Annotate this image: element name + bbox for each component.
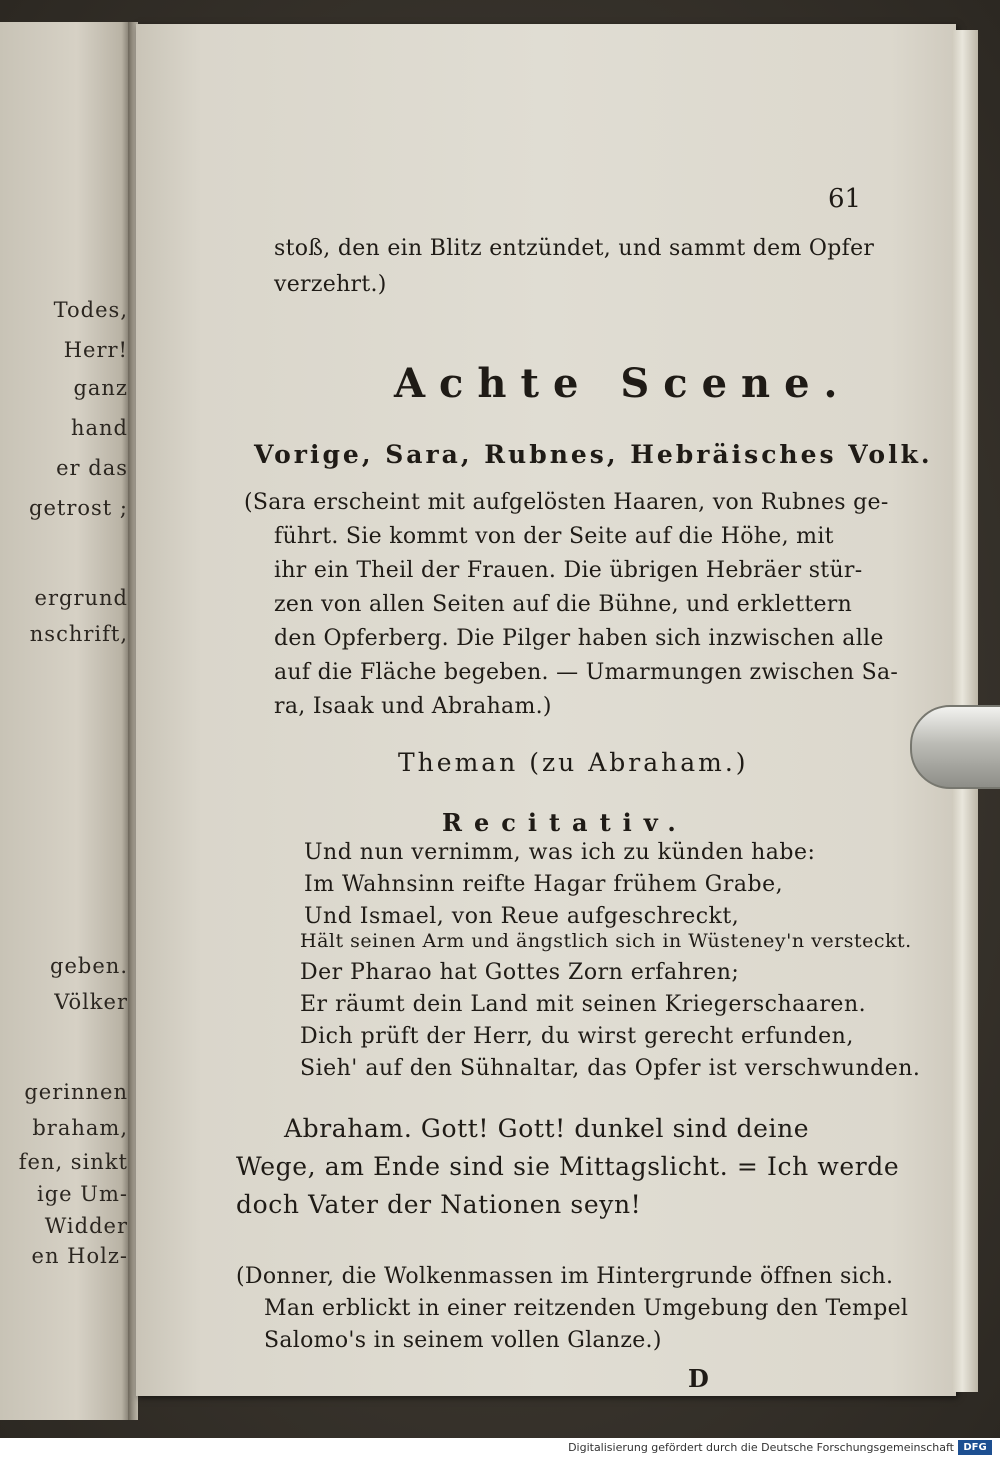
facing-page-line: er das (56, 456, 128, 480)
facing-page-line: braham, (32, 1116, 128, 1140)
stage-direction-line: den Opferberg. Die Pilger haben sich inzwischen alle (274, 626, 884, 651)
scene-persons: Vorige, Sara, Rubnes, Hebräisches Volk. (254, 440, 933, 469)
recitativ-heading: Recitativ. (442, 808, 688, 837)
page-number: 61 (828, 184, 862, 214)
dfg-logo: DFG (958, 1440, 992, 1455)
verse-line: Dich prüft der Herr, du wirst gerecht erfunden, (300, 1024, 854, 1049)
facing-page-line: getrost ; (29, 496, 128, 520)
book-page (136, 24, 956, 1396)
facing-page-line: ganz (73, 376, 128, 400)
page-clip (910, 705, 1000, 789)
facing-page (0, 22, 128, 1420)
verse-line: Er räumt dein Land mit seinen Kriegerschaaren. (300, 992, 867, 1017)
verse-line: Sieh' auf den Sühnaltar, das Opfer ist verschwunden. (300, 1056, 921, 1081)
verse-line: Der Pharao hat Gottes Zorn erfahren; (300, 960, 740, 985)
footer-bar (0, 1438, 1000, 1458)
abraham-line: Abraham. Gott! Gott! dunkel sind deine (284, 1114, 810, 1143)
facing-page-line: Todes, (53, 298, 128, 322)
footer-credit: Digitalisierung gefördert durch die Deutsche Forschungsgemeinschaft (568, 1441, 954, 1454)
stage-direction-line: Man erblickt in einer reitzenden Umgebung den Tempel (264, 1296, 909, 1321)
facing-page-line: ige Um- (37, 1182, 128, 1206)
stage-direction-line: (Donner, die Wolkenmassen im Hintergrunde öffnen sich. (236, 1264, 894, 1289)
facing-page-line: en Holz- (31, 1244, 128, 1268)
speaker-heading: Theman (zu Abraham.) (398, 748, 749, 777)
facing-page-line: hand (70, 416, 128, 440)
verse-line: Im Wahnsinn reifte Hagar frühem Grabe, (304, 872, 784, 897)
facing-page-line: Widder (44, 1214, 128, 1238)
facing-page-line: Herr! (63, 338, 128, 362)
stage-direction-line: führt. Sie kommt von der Seite auf die Höhe, mit (274, 524, 834, 549)
stage-direction-line: ra, Isaak und Abraham.) (274, 694, 552, 719)
stage-direction-line: ihr ein Theil der Frauen. Die übrigen Hebräer stür- (274, 558, 863, 583)
facing-page-line: gerinnen (24, 1080, 128, 1104)
opening-line: verzehrt.) (274, 272, 387, 297)
opening-line: stoß, den ein Blitz entzündet, und sammt dem Opfer (274, 236, 875, 261)
stage-direction-line: zen von allen Seiten auf die Bühne, und erklettern (274, 592, 853, 617)
abraham-line: Wege, am Ende sind sie Mittagslicht. = Ich werde (236, 1152, 900, 1181)
verse-line: Und Ismael, von Reue aufgeschreckt, (304, 904, 740, 929)
facing-page-line: Völker (54, 990, 128, 1014)
facing-page-line: nschrift, (29, 622, 128, 646)
facing-page-line: ergrund (34, 586, 128, 610)
facing-page-line: geben. (50, 954, 128, 978)
stage-direction-line: Salomo's in seinem vollen Glanze.) (264, 1328, 662, 1353)
scene-title: Achte Scene. (394, 360, 852, 407)
abraham-line: doch Vater der Nationen seyn! (236, 1190, 642, 1219)
verse-line: Und nun vernimm, was ich zu künden habe: (304, 840, 816, 865)
verse-line: Hält seinen Arm und ängstlich sich in Wüsteney'n versteckt. (300, 930, 912, 952)
signature-mark: D (688, 1364, 709, 1393)
facing-page-line: fen, sinkt (18, 1150, 128, 1174)
stage-direction-line: (Sara erscheint mit aufgelösten Haaren, von Rubnes ge- (244, 490, 889, 515)
stage-direction-line: auf die Fläche begeben. — Umarmungen zwischen Sa- (274, 660, 899, 685)
